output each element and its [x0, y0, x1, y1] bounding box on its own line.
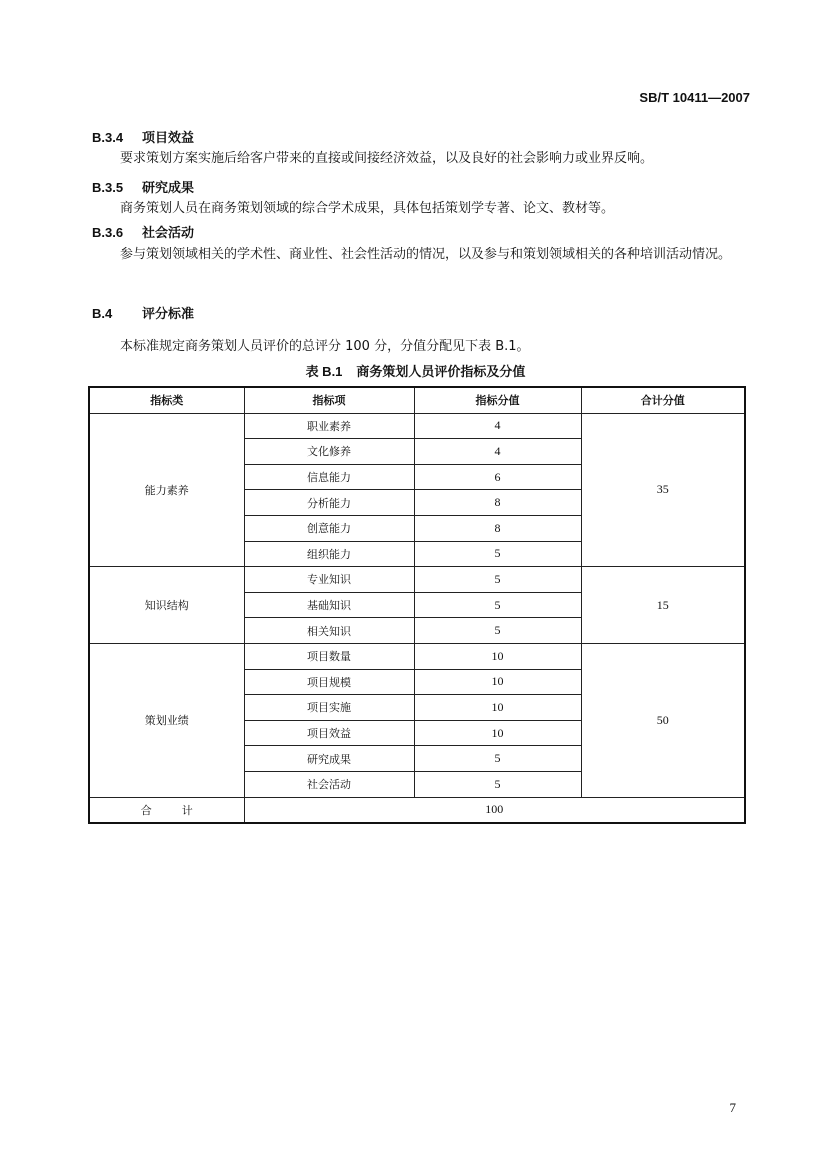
table-caption-number: 表 B.1 [305, 364, 343, 379]
score-table [88, 386, 746, 824]
item-name: 相关知识 [244, 618, 414, 644]
item-name: 项目效益 [244, 720, 414, 746]
section-heading-b4 [92, 303, 194, 322]
item-score: 5 [414, 541, 581, 567]
item-name: 文化修养 [244, 439, 414, 465]
item-name: 基础知识 [244, 592, 414, 618]
section-number: B.3.4 [92, 130, 124, 145]
item-score: 4 [414, 439, 581, 465]
item-score: 10 [414, 695, 581, 721]
subtotal-cell: 50 [581, 643, 745, 797]
total-value: 100 [244, 797, 745, 823]
subtotal-cell: 15 [581, 567, 745, 644]
section-number: B.3.5 [92, 180, 124, 195]
subtotal-cell: 35 [581, 413, 745, 567]
item-name: 分析能力 [244, 490, 414, 516]
item-name: 研究成果 [244, 746, 414, 772]
item-score: 10 [414, 720, 581, 746]
section-number: B.3.6 [92, 225, 124, 240]
item-name: 组织能力 [244, 541, 414, 567]
section-title: 研究成果 [142, 181, 195, 196]
table-total-row [89, 797, 745, 823]
category-cell: 策划业绩 [89, 643, 244, 797]
table-row [89, 567, 745, 593]
header-score: 指标分值 [414, 387, 581, 413]
item-score: 5 [414, 618, 581, 644]
item-score: 5 [414, 746, 581, 772]
section-text-b4: 本标准规定商务策划人员评价的总评分 100 分，分值分配见下表 B.1。 [120, 339, 530, 354]
section-heading-b35 [92, 177, 194, 196]
section-title: 社会活动 [142, 226, 195, 241]
item-name: 专业知识 [244, 567, 414, 593]
header-category: 指标类 [89, 387, 244, 413]
item-score: 8 [414, 515, 581, 541]
item-score: 4 [414, 413, 581, 439]
section-text-b34: 要求策划方案实施后给客户带来的直接或间接经济效益，以及良好的社会影响力或业界反响。 [120, 151, 654, 166]
section-title: 评分标准 [142, 307, 195, 322]
section-number: B.4 [92, 306, 113, 321]
section-text-b35: 商务策划人员在商务策划领域的综合学术成果，具体包括策划学专著、论文、教材等。 [120, 201, 615, 216]
item-name: 项目规模 [244, 669, 414, 695]
item-name: 创意能力 [244, 515, 414, 541]
item-name: 职业素养 [244, 413, 414, 439]
category-cell: 能力素养 [89, 413, 244, 567]
header-item: 指标项 [244, 387, 414, 413]
standard-code: SB/T 10411—2007 [639, 90, 750, 105]
item-score: 6 [414, 464, 581, 490]
category-cell: 知识结构 [89, 567, 244, 644]
header-subtotal: 合计分值 [581, 387, 745, 413]
table-caption [88, 361, 743, 380]
table-row [89, 643, 745, 669]
section-heading-b34 [92, 127, 194, 146]
item-score: 5 [414, 567, 581, 593]
item-name: 信息能力 [244, 464, 414, 490]
section-heading-b36 [92, 222, 194, 241]
section-text-b36: 参与策划领域相关的学术性、商业性、社会性活动的情况，以及参与和策划领域相关的各种培训活动情况。 [120, 247, 732, 262]
item-score: 10 [414, 643, 581, 669]
item-name: 项目数量 [244, 643, 414, 669]
total-label: 合计 [89, 797, 244, 823]
item-score: 10 [414, 669, 581, 695]
section-title: 项目效益 [142, 131, 195, 146]
item-score: 5 [414, 771, 581, 797]
item-score: 8 [414, 490, 581, 516]
page-number: 7 [729, 1100, 736, 1115]
item-name: 社会活动 [244, 771, 414, 797]
item-score: 5 [414, 592, 581, 618]
table-caption-title: 商务策划人员评价指标及分值 [356, 365, 526, 380]
table-row [89, 413, 745, 439]
table-header-row [89, 387, 745, 413]
item-name: 项目实施 [244, 695, 414, 721]
